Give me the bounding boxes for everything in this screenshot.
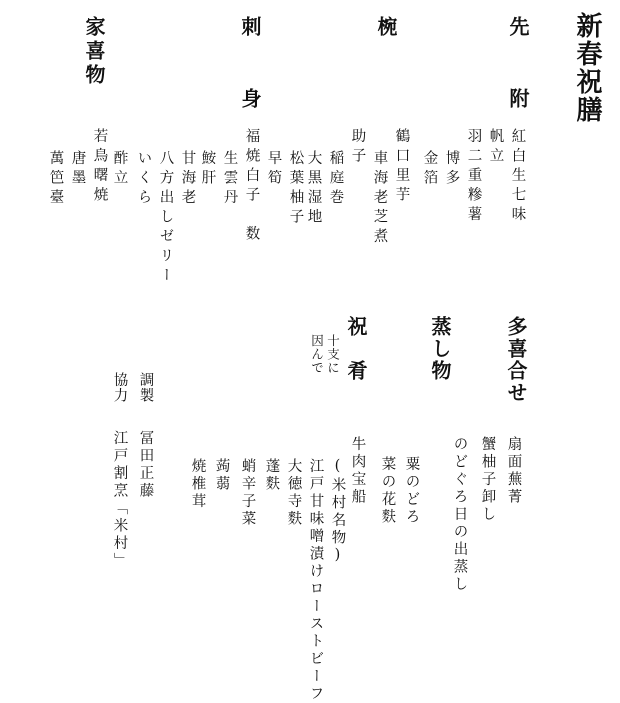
menu-item: 蒟蒻: [213, 458, 230, 493]
menu-item: のどぐろ日の出蒸し: [451, 436, 468, 594]
menu-item: 焼椎茸: [189, 458, 206, 511]
menu-item: 紅白生七味: [509, 128, 526, 226]
credit-label: 調製: [137, 372, 154, 403]
menu-item: 大徳寺麩: [285, 458, 302, 528]
section-heading: 多喜合せ: [504, 316, 528, 404]
section-heading: 刺 身: [238, 16, 262, 112]
menu-item: いくら: [135, 150, 152, 209]
section-heading: 祝 肴: [344, 316, 368, 382]
menu-item: 金箔: [421, 150, 438, 189]
menu-item: 蟹柚子卸し: [479, 436, 496, 524]
menu-item: 鮟肝: [199, 150, 216, 189]
menu-item: 鶴口里芋: [393, 128, 410, 206]
menu-item: 唐墨: [69, 150, 86, 189]
section-heading: 蒸し物: [428, 316, 452, 382]
menu-item: 萬笆臺: [47, 150, 64, 209]
credit-name: 江戸割烹「米村」: [111, 430, 128, 570]
menu-item: 扇面蕪菁: [505, 436, 522, 506]
menu-item: 福焼白子 数: [243, 128, 260, 245]
section-note: 因んで: [309, 334, 325, 375]
menu-item: 菜の花麩: [379, 456, 396, 526]
menu-item: 車海老芝煮: [371, 150, 388, 248]
section-heading: 先 附: [506, 16, 530, 112]
credit-label: 協力: [111, 372, 128, 403]
section-note: 十支に: [325, 334, 341, 375]
menu-item: 若鳥曙焼: [91, 128, 108, 206]
section-heading: 椀: [374, 16, 398, 40]
menu-item: 蓬麩: [263, 458, 280, 493]
menu-item: 博多: [443, 150, 460, 189]
menu-item: 稲庭巻: [327, 150, 344, 209]
credit-name: 冨田正藤: [137, 430, 154, 500]
menu-item: 松葉柚子: [287, 150, 304, 228]
menu-item: 江戸甘味噌漬けローストビーフ: [307, 458, 324, 703]
menu-item: 帆立: [487, 128, 504, 167]
menu-title: 新春祝膳: [572, 12, 602, 124]
menu-item: 八方出しゼリー: [157, 150, 174, 287]
menu-item: 羽二重糝薯: [465, 128, 482, 226]
menu-item: 生雲丹: [221, 150, 238, 209]
menu-item: 助子: [349, 128, 366, 167]
menu-item: 大黒湿地: [305, 150, 322, 228]
menu-item: (米村名物): [329, 458, 346, 566]
menu-item: 蛸辛子菜: [239, 458, 256, 528]
menu-item: 甘海老: [179, 150, 196, 209]
menu-item: 早筍: [265, 150, 282, 189]
menu-item: 酢立: [111, 150, 128, 189]
section-heading: 家喜物: [82, 16, 106, 88]
menu-item: 牛肉宝船: [349, 436, 366, 506]
menu-item: 粟のどろ: [403, 456, 420, 526]
